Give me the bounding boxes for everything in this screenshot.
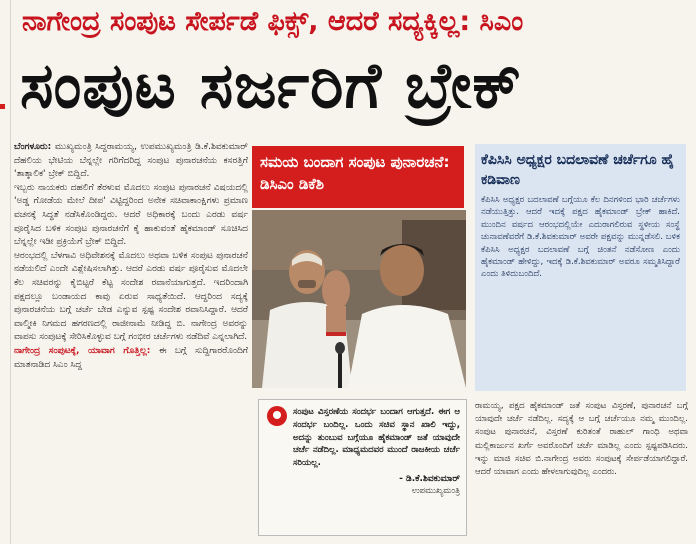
article-paragraph: ಮುಖ್ಯಮಂತ್ರಿ ಸಿದ್ದರಾಮಯ್ಯ, ಉಪಮುಖ್ಯಮಂತ್ರಿ ಡಿ.ಕೆ.ಶಿವಕುಮಾರ್ ದೆಹಲಿಯ ಭೇಟಿಯ ಬೆನ್ನಲ್ಲೇ ಗರಿಗೆದರಿದ್ದ ಸಂಪುಟ ಪುನಾರಚನೆಯ ಕಸರತ್ತಿಗೆ 'ತಾತ್ಕಾಲಿಕ' ಬ್ರೇಕ್ ಬಿದ್ದಿದೆ.: [14, 142, 248, 180]
quote-author: - ಡಿ.ಕೆ.ಶಿವಕುಮಾರ್: [399, 473, 460, 484]
sidebar-box: [475, 144, 686, 391]
article-paragraph: ಈ ಬಗ್ಗೆ ಸುದ್ದಿಗಾರರೊಂದಿಗೆ ಮಾತನಾಡಿದ ಸಿಎಂ ಸಿದ್ದ: [14, 345, 248, 370]
edge-marker: [0, 104, 5, 109]
dateline: ಬೆಂಗಳೂರು:: [14, 142, 52, 152]
sidebar-body: ಕೆಪಿಸಿಸಿ ಅಧ್ಯಕ್ಷರ ಬದಲಾವಣೆ ಬಗ್ಗೆಯೂ ಕೆಲ ದಿನಗಳಿಂದ ಭಾರಿ ಚರ್ಚೆಗಳು ನಡೆಯುತ್ತಿತ್ತು. ಆದರೆ ಇದಕ್ಕೆ ಪಕ್ಷದ ಹೈಕಮಾಂಡ್ ಬ್ರೇಕ್ ಹಾಕಿದೆ. ಮುಂದಿನ ವರ್ಷದ ಆರಂಭದಲ್ಲಿಯೇ ಎದುರಾಗಲಿರುವ ಸ್ಥಳೀಯ ಸಂಸ್ಥೆ ಚುನಾವಣೆವರೆಗೆ ಡಿ.ಕೆ.ಶಿವಕುಮಾರ್ ಅವರೇ ಪಕ್ಷವನ್ನು ಮುನ್ನಡೆಸಲಿ. ಬಳಿಕ ಕೆಪಿಸಿಸಿ ಅಧ್ಯಕ್ಷರ ಬದಲಾವಣೆ ಬಗ್ಗೆ ಚಿಂತನೆ ನಡೆಸೋಣ ಎಂದು ಹೈಕಮಾಂಡ್ ಹೇಳಿದ್ದು, ಇದಕ್ಕೆ ಡಿ.ಕೆ.ಶಿವಕುಮಾರ್ ಅವರೂ ಸಮ್ಮತಿಸಿದ್ದಾರೆ ಎಂದು ತಿಳಿದುಬಂದಿದೆ.: [481, 195, 680, 280]
leaders-photo-illustration: [252, 210, 466, 388]
quote-role: ಉಪಮುಖ್ಯಮಂತ್ರಿ: [411, 485, 460, 496]
subheading: ನಾಗೇಂದ್ರ ಸಂಪುಟಕ್ಕೆ, ಯಾವಾಗ ಗೊತ್ತಿಲ್ಲ:: [14, 345, 151, 356]
photo-caption-title: ಸಮಯ ಬಂದಾಗ ಸಂಪುಟ ಪುನಾರಚನೆ: ಡಿಸಿಎಂ ಡಿಕೆಶಿ: [252, 146, 464, 208]
article-column-1: [14, 141, 248, 544]
quote-icon: [267, 406, 287, 426]
main-headline: ಸಂಪುಟ ಸರ್ಜರಿಗೆ ಬ್ರೇಕ್: [20, 49, 523, 122]
quote-text: ಸಂಪುಟ ವಿಸ್ತರಣೆಯ ಸಂದರ್ಭ ಬಂದಾಗ ಆಗುತ್ತದೆ. ಈಗ ಆ ಸಂದರ್ಭ ಬಂದಿಲ್ಲ. ಒಂದು ಸಚಿವ ಸ್ಥಾನ ಖಾಲಿ ಇದ್ದು, ಅದನ್ನು ತುಂಬುವ ಬಗ್ಗೆಯೂ ಹೈಕಮಾಂಡ್ ಜತೆ ಯಾವುದೇ ಚರ್ಚೆ ನಡೆದಿಲ್ಲ. ಮಾಧ್ಯಮದವರ ಮುಂದೆ ರಾಜಕೀಯ ಚರ್ಚೆ ಸರಿಯಲ್ಲ.: [293, 407, 460, 469]
left-edge-strip: [0, 0, 11, 544]
kicker-headline: ನಾಗೇಂದ್ರ ಸಂಪುಟ ಸೇರ್ಪಡೆ ಫಿಕ್ಸ್, ಆದರೆ ಸದ್ಯಕ್ಕಿಲ್ಲ: ಸಿಎಂ: [22, 6, 524, 37]
sidebar-title: ಕೆಪಿಸಿಸಿ ಅಧ್ಯಕ್ಷರ ಬದಲಾವಣೆ ಚರ್ಚೆಗೂ ಹೈ ಕಡಿವಾಣ: [481, 152, 675, 188]
news-photo: [252, 210, 466, 388]
quote-box: [258, 399, 467, 536]
article-column-3: ರಾಮಯ್ಯ, ಪಕ್ಷದ ಹೈಕಮಾಂಡ್ ಜತೆ ಸಂಪುಟ ವಿಸ್ತರಣೆ, ಪುನಾರಚನೆ ಬಗ್ಗೆ ಯಾವುದೇ ಚರ್ಚೆ ನಡೆದಿಲ್ಲ. ಸದ್ಯಕ್ಕೆ ಆ ಬಗ್ಗೆ ಚರ್ಚೆಯೂ ನಮ್ಮ ಮುಂದಿಲ್ಲ. ಸಂಪುಟ ಪುನಾರಚನೆ, ವಿಸ್ತರಣೆ ಕುರಿತಂತೆ ರಾಹುಲ್ ಗಾಂಧಿ ಅಥವಾ ಮಲ್ಲಿಕಾರ್ಜುನ ಖರ್ಗೆ ಅವರೊಂದಿಗೆ ಚರ್ಚೆ ಮಾಡಿಲ್ಲ ಎಂದು ಸ್ಪಷ್ಟಪಡಿಸಿದರು. ಇನ್ನು ಮಾಜಿ ಸಚಿವ ಬಿ.ನಾಗೇಂದ್ರ ಅವರು ಸಂಪುಟಕ್ಕೆ ಸೇರ್ಪಡೆಯಾಗಲಿದ್ದಾರೆ. ಆದರೆ ಯಾವಾಗ ಎಂದು ಹೇಳಲಾಗುವುದಿಲ್ಲ ಎಂದರು.: [475, 401, 688, 478]
article-paragraph: ಇಬ್ಬರು ನಾಯಕರು ದಹಲಿಗೆ ತೆರಳುವ ಮೊದಲು ಸಂಪುಟ ಪುನಾರಚನೆ ವಿಷಯದಲ್ಲಿ 'ಅಡ್ಡ ಗೋಡೆಯ ಮೇಲೆ ದೀಪ' ವಿಟ್ಟಿದ್ದರಿಂದ ಅನೇಕ ಸಚಿವಾಕಾಂಕ್ಷಿಗಳು ಪ್ರಮಾಣ ವಚನಕ್ಕೆ ಸಿದ್ಧತೆ ನಡೆಸಿಕೊಂಡಿದ್ದರು. ಆದರೆ ಅಧಿಕಾರಕ್ಕೆ ಬಂದು ಎರಡು ವರ್ಷ ಪೂರೈಸಿದ ಬಳಿಕ ಸಂಪುಟ ಪುನಾರಚನೆಗೆ ಕೈ ಹಾಕುವಂತೆ ಹೈಕಮಾಂಡ್ ಸೂಚಿಸಿದ ಬೆನ್ನಲ್ಲೇ ಇಡೀ ಪ್ರಕ್ರಿಯೆಗೆ ಬ್ರೇಕ್ ಬಿದ್ದಿದೆ.: [14, 182, 248, 248]
article-paragraph: ಆರಂಭದಲ್ಲಿ ಬೆಳಗಾವಿ ಅಧಿವೇಶನಕ್ಕೆ ಮೊದಲು ಅಥವಾ ಬಳಿಕ ಸಂಪುಟ ಪುನಾರಚನೆ ನಡೆಯಲಿದೆ ಎಂದೇ ವಿಶ್ಲೇಷಿಸಲಾಗಿತ್ತು. ಆದರೆ ಎರಡು ವರ್ಷ ಪೂರೈಸುವ ಮೊದಲೇ ಕೆಲ ಸಚಿವರನ್ನು ಕೈಬಿಟ್ಟರೆ ಕೆಟ್ಟ ಸಂದೇಶ ರವಾನೆಯಾಗುತ್ತದೆ. ಇದರಿಂದಾಗಿ ಪಕ್ಷದಲ್ಲೂ ಬಂಡಾಯದ ಕಾವು ಏರುವ ಸಾಧ್ಯತೆಯಿದೆ. ಆದ್ದರಿಂದ ಸದ್ಯಕ್ಕೆ ಪುನಾರಚನೆಯ ಬಗ್ಗೆ ಚರ್ಚೆ ಬೇಡ ಎನ್ನುವ ಸ್ಪಷ್ಟ ಸಂದೇಶ ರವಾನಿಸಿದ್ದಾರೆ. ಆದರೆ ವಾಲ್ಮೀಕಿ ನಿಗಮದ ಹಗರಣದಲ್ಲಿ ರಾಜೀನಾಮೆ ನೀಡಿದ್ದ ಬಿ. ನಾಗೇಂದ್ರ ಅವರನ್ನು ವಾಪಸು ಸಂಪುಟಕ್ಕೆ ಸೇರಿಸಿಕೊಳ್ಳುವ ಬಗ್ಗೆ ಗಂಭೀರ ಚರ್ಚೆಗಳು ನಡೆದಿವೆ ಎನ್ನಲಾಗಿದೆ.: [14, 250, 248, 343]
